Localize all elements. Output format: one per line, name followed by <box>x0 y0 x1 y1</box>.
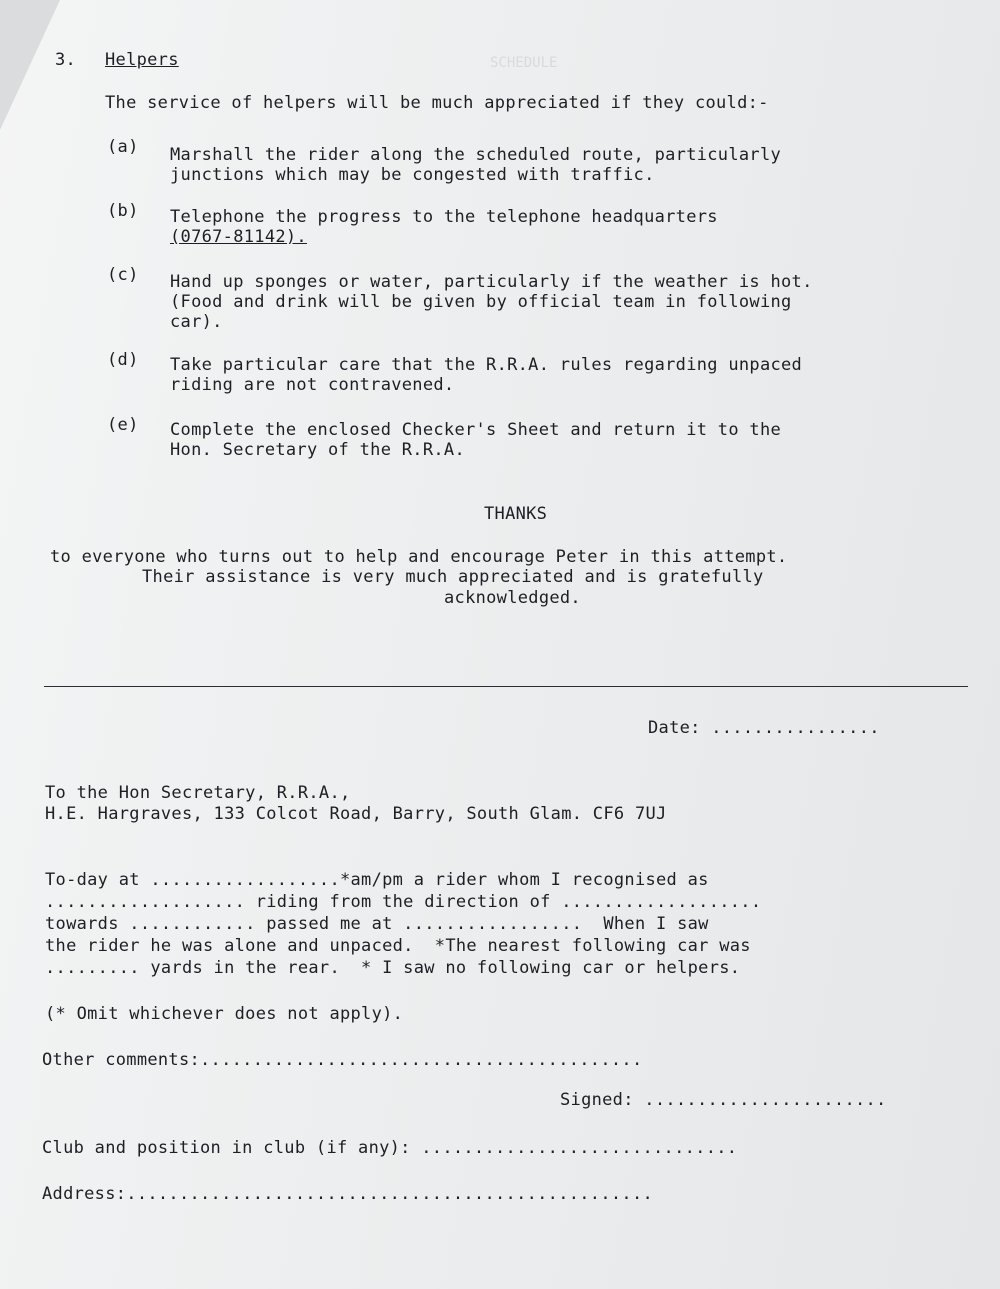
section-number: 3. <box>55 50 77 70</box>
date-field[interactable]: Date: ................ <box>648 718 880 738</box>
item-b-line-1: Telephone the progress to the telephone headquarters <box>170 207 718 227</box>
club-position-field[interactable]: Club and position in club (if any): .............................. <box>42 1138 738 1158</box>
recipient-line-1: To the Hon Secretary, R.R.A., <box>45 783 351 803</box>
report-line-2[interactable]: ................... riding from the direction of ................... <box>45 892 762 912</box>
item-e-line-1: Complete the enclosed Checker's Sheet and return it to the <box>170 420 782 440</box>
tear-off-divider <box>44 686 968 687</box>
item-c-line-3: car). <box>170 312 223 332</box>
item-e-line-2: Hon. Secretary of the R.R.A. <box>170 440 465 460</box>
other-comments-field[interactable]: Other comments:.......................................... <box>42 1050 643 1070</box>
item-d-line-1: Take particular care that the R.R.A. rules regarding unpaced <box>170 355 803 375</box>
thanks-line-2: Their assistance is very much appreciated and is gratefully <box>142 567 764 587</box>
report-line-1[interactable]: To-day at ..................*am/pm a rider whom I recognised as <box>45 870 709 890</box>
item-e-label: (e) <box>107 415 139 435</box>
address-field[interactable]: Address:.................................................. <box>42 1184 654 1204</box>
report-line-5[interactable]: ......... yards in the rear. * I saw no following car or helpers. <box>45 958 741 978</box>
item-a-line-1: Marshall the rider along the scheduled route, particularly <box>170 145 782 165</box>
item-a-line-2: junctions which may be congested with traffic. <box>170 165 655 185</box>
omit-note: (* Omit whichever does not apply). <box>45 1004 404 1024</box>
thanks-heading: THANKS <box>484 504 548 524</box>
item-c-line-2: (Food and drink will be given by official team in following <box>170 292 792 312</box>
item-a-label: (a) <box>107 137 139 157</box>
recipient-line-2: H.E. Hargraves, 133 Colcot Road, Barry, South Glam. CF6 7UJ <box>45 804 667 824</box>
item-c-line-1: Hand up sponges or water, particularly if the weather is hot. <box>170 272 813 292</box>
item-b-line-2: (0767-81142). <box>170 227 307 247</box>
item-d-label: (d) <box>107 350 139 370</box>
section-intro: The service of helpers will be much appreciated if they could:- <box>105 93 769 113</box>
report-line-3[interactable]: towards ............ passed me at ................. When I saw <box>45 914 709 934</box>
item-b-label: (b) <box>107 201 139 221</box>
report-line-4: the rider he was alone and unpaced. *The nearest following car was <box>45 936 751 956</box>
thanks-line-1: to everyone who turns out to help and encourage Peter in this attempt. <box>50 547 788 567</box>
bleed-through: SCHEDULE <box>490 55 558 71</box>
section-title: Helpers <box>105 50 179 70</box>
item-c-label: (c) <box>107 265 139 285</box>
page-fold-shadow <box>0 0 60 130</box>
thanks-line-3: acknowledged. <box>444 588 581 608</box>
signed-field[interactable]: Signed: ....................... <box>560 1090 887 1110</box>
item-d-line-2: riding are not contravened. <box>170 375 455 395</box>
